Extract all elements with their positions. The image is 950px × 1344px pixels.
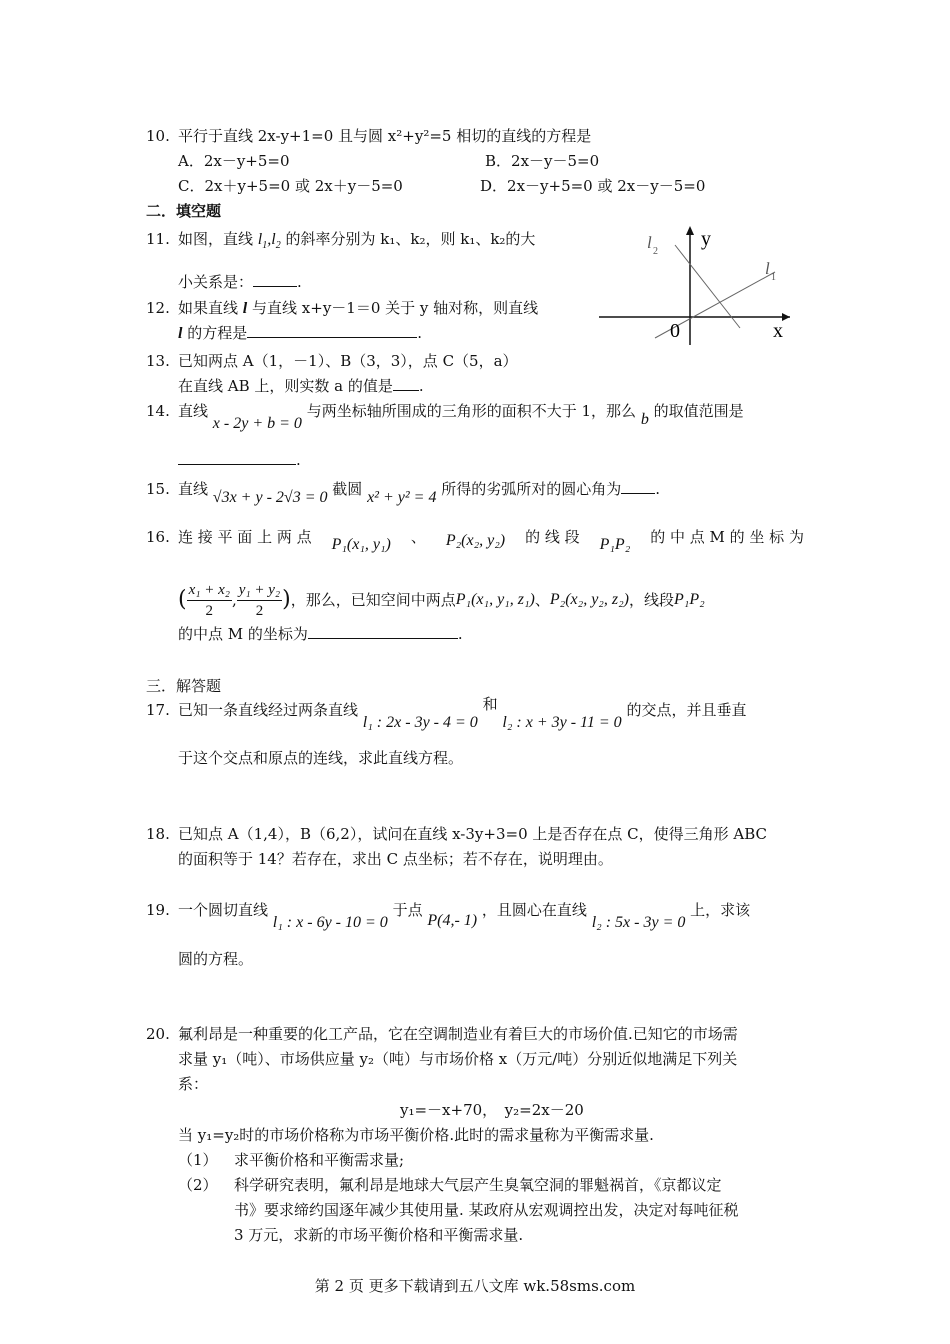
q10-option-d: D．2x－y+5=0 或 2x－y－5=0 <box>480 177 706 195</box>
figure-l1-label: l <box>765 259 770 278</box>
q16-line1: 连 接 平 面 上 两 点 P₁(x₁, y₁) 、 P₂(x₂, y₂) 的 线 段 P₁P₂ 的 中 点 M 的 坐 标 为 <box>178 528 804 553</box>
q17-line1: 已知一条直线经过两条直线 l₁ : 2x - 3y - 4 = 0 和 l₂ : x + 3y - 11 = 0 的交点，并且垂直 <box>178 695 747 731</box>
q20-number: 20. <box>146 1025 170 1043</box>
svg-text:1: 1 <box>771 272 776 283</box>
q20-sub2-line1: 科学研究表明，氟利昂是地球大气层产生臭氧空洞的罪魁祸首，《京都议定 <box>234 1176 722 1194</box>
q10-stem: 平行于直线 2x-y+1=0 且与圆 x²+y²=5 相切的直线的方程是 <box>178 127 592 145</box>
q10-option-c: C．2x＋y+5=0 或 2x＋y－5=0 <box>178 177 403 195</box>
q20-sub2-line3: 3 万元，求新的市场平衡价格和平衡需求量. <box>234 1226 524 1244</box>
q16-line3: 的中点 M 的坐标为 . <box>178 625 463 643</box>
q11-line2: 小关系是： . <box>178 273 302 291</box>
q11-line1: 如图，直线 $l_1,l_2$ 的斜率分别为 k₁、k₂，则 k₁、k₂的大 <box>178 230 536 252</box>
q19-line1: 一个圆切直线 l₁ : x - 6y - 10 = 0 于点 P(4,- 1) ，且圆心在直线 l₂ : 5x - 3y = 0 上，求该 <box>178 901 751 931</box>
q19-line2: 圆的方程。 <box>178 950 254 968</box>
figure-x-label: x <box>773 320 783 342</box>
q15-line: 直线 √3x + y - 2√3 = 0 截圆 x² + y² = 4 所得的劣弧所对的圆心角为 . <box>178 480 661 506</box>
q11-lines-symbol: $l_1,l_2$ <box>257 231 281 252</box>
figure-origin-label: 0 <box>670 320 680 342</box>
q16-frac-y: $\frac{\text{y₁ + y₂}}{2}$ <box>238 581 281 619</box>
q14-line2: . <box>178 450 301 470</box>
q20-line2: 求量 y₁（吨）、市场供应量 y₂（吨）与市场价格 x（万元/吨）分别近似地满足下列关 <box>178 1050 738 1068</box>
q13-line1: 已知两点 A（1，－1）、B（3，3），点 C（5，a） <box>178 352 518 370</box>
q20-equations: y₁=－x+70， y₂=2x－20 <box>400 1101 584 1119</box>
q16-line2: ( $\frac{\text{x₁ + x₂}}{2}$ , $\frac{\text{y₁ + y₂}}{2}$ ) ，那么，已知空间中两点 P₁(x₁, y₁, z₁) 、 P₂(x₂, y₂, z₂) ，线段 P₁P₂ <box>178 581 705 619</box>
q16-blank <box>308 624 458 639</box>
q13-blank <box>393 376 419 391</box>
q17-line2: 于这个交点和原点的连线，求此直线方程。 <box>178 749 464 767</box>
q18-number: 18. <box>146 825 170 843</box>
coordinate-figure <box>595 220 795 350</box>
q16-number: 16. <box>146 528 170 546</box>
svg-text:2: 2 <box>653 246 658 257</box>
page-footer: 第 2 页 更多下载请到五八文库 wk.58sms.com <box>314 1277 636 1295</box>
q12-line1: 如果直线 l 与直线 x+y－1＝0 关于 y 轴对称，则直线 <box>178 299 539 317</box>
q19-number: 19. <box>146 901 170 919</box>
q20-line4: 当 y₁=y₂时的市场价格称为市场平衡价格.此时的需求量称为平衡需求量. <box>178 1126 654 1144</box>
q17-number: 17. <box>146 701 170 719</box>
q20-sub1-number: （1） <box>178 1151 218 1169</box>
q13-number: 13. <box>146 352 170 370</box>
section-answer-heading: 三．解答题 <box>146 677 222 695</box>
q11-number: 11. <box>146 230 170 248</box>
figure-l2-label: l <box>647 233 652 252</box>
section-fill-blank-heading: 二．填空题 <box>146 202 222 220</box>
q10-option-b: B．2x－y－5=0 <box>485 152 600 170</box>
q12-line2: l 的方程是 . <box>178 324 423 342</box>
q15-blank <box>621 479 655 494</box>
q11-blank <box>253 272 297 287</box>
q14-blank <box>178 450 296 465</box>
q18-line2: 的面积等于 14？若存在，求出 C 点坐标；若不存在，说明理由。 <box>178 850 613 868</box>
q20-line1: 氟利昂是一种重要的化工产品，它在空调制造业有着巨大的市场价值.已知它的市场需 <box>178 1025 738 1043</box>
q16-frac-x: $\frac{\text{x₁ + x₂}}{2}$ <box>188 581 230 619</box>
figure-y-label: y <box>701 228 711 250</box>
q10-option-a: A．2x－y+5=0 <box>178 152 290 170</box>
q20-sub2-number: （2） <box>178 1176 218 1194</box>
q20-line3: 系： <box>178 1075 209 1093</box>
q13-line2: 在直线 AB 上，则实数 a 的值是 . <box>178 377 424 395</box>
q15-number: 15. <box>146 480 170 498</box>
q18-line1: 已知点 A（1,4），B（6,2），试问在直线 x-3y+3=0 上是否存在点 C，使得三角形 ABC <box>178 825 768 843</box>
q14-number: 14. <box>146 402 170 420</box>
q12-number: 12. <box>146 299 170 317</box>
q14-line1: 直线 x - 2y + b = 0 与两坐标轴所围成的三角形的面积不大于 1，那么 b 的取值范围是 <box>178 402 744 432</box>
q12-blank <box>247 323 417 338</box>
q10-number: 10. <box>146 127 170 145</box>
q20-sub1: 求平衡价格和平衡需求量; <box>234 1151 405 1169</box>
q20-sub2-line2: 书》要求缔约国逐年减少其使用量. 某政府从宏观调控出发，决定对每吨征税 <box>234 1201 739 1219</box>
